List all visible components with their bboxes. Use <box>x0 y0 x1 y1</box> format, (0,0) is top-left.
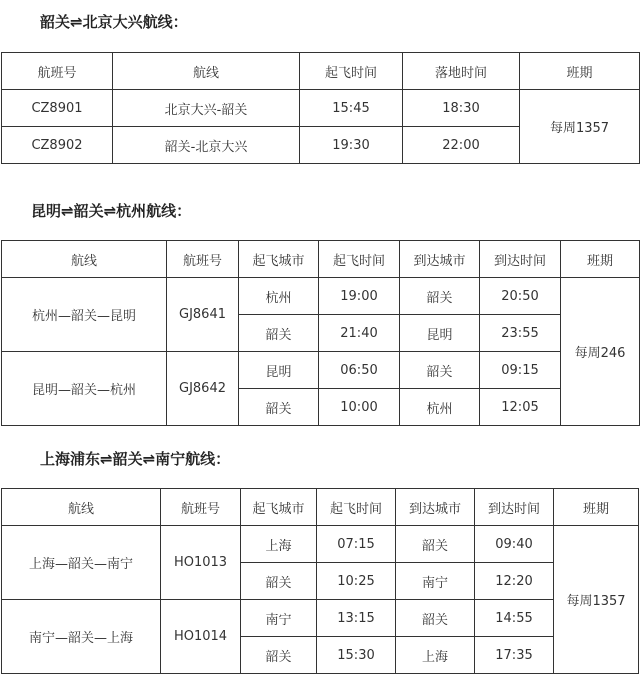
depart-city: 南宁 <box>241 600 317 637</box>
arrive-time: 09:15 <box>480 352 561 389</box>
header-arrive-time: 落地时间 <box>403 53 520 90</box>
header-depart-time: 起飞时间 <box>319 241 400 278</box>
depart-city: 韶关 <box>241 563 317 600</box>
flight-number: GJ8641 <box>167 278 239 352</box>
depart-time: 19:30 <box>300 127 403 164</box>
route-name: 上海—韶关—南宁 <box>2 526 161 600</box>
header-depart-time: 起飞时间 <box>300 53 403 90</box>
flight-number: GJ8642 <box>167 352 239 426</box>
flight-number: CZ8902 <box>2 127 113 164</box>
schedule: 每周246 <box>561 278 640 426</box>
route2-title: 昆明⇌韶关⇌杭州航线： <box>31 202 192 220</box>
arrive-time: 12:20 <box>475 563 554 600</box>
arrive-city: 韶关 <box>400 352 480 389</box>
header-route: 航线 <box>2 241 167 278</box>
header-arrive-city: 到达城市 <box>396 489 475 526</box>
table-row <box>2 352 640 389</box>
route-name: 南宁—韶关—上海 <box>2 600 161 674</box>
route1-table <box>1 52 640 164</box>
arrive-time: 22:00 <box>403 127 520 164</box>
flight-number: HO1013 <box>161 526 241 600</box>
header-depart-city: 起飞城市 <box>241 489 317 526</box>
table-header-row <box>2 489 639 526</box>
header-depart-city: 起飞城市 <box>239 241 319 278</box>
header-arrive-city: 到达城市 <box>400 241 480 278</box>
arrive-time: 20:50 <box>480 278 561 315</box>
depart-city: 上海 <box>241 526 317 563</box>
table-header-row <box>2 241 640 278</box>
depart-time: 13:15 <box>317 600 396 637</box>
header-arrive-time: 到达时间 <box>475 489 554 526</box>
flight-number: CZ8901 <box>2 90 113 127</box>
flight-number: HO1014 <box>161 600 241 674</box>
depart-time: 07:15 <box>317 526 396 563</box>
arrive-city: 韶关 <box>396 600 475 637</box>
header-route: 航线 <box>113 53 300 90</box>
depart-time: 19:00 <box>319 278 400 315</box>
route2-table <box>1 240 640 426</box>
route-name: 昆明—韶关—杭州 <box>2 352 167 426</box>
depart-city: 杭州 <box>239 278 319 315</box>
header-flight: 航班号 <box>161 489 241 526</box>
depart-time: 15:45 <box>300 90 403 127</box>
depart-city: 韶关 <box>239 389 319 426</box>
arrive-time: 18:30 <box>403 90 520 127</box>
header-flight: 航班号 <box>2 53 113 90</box>
route-name: 杭州—韶关—昆明 <box>2 278 167 352</box>
arrive-city: 杭州 <box>400 389 480 426</box>
table-header-row <box>2 53 640 90</box>
arrive-city: 韶关 <box>396 526 475 563</box>
arrive-time: 14:55 <box>475 600 554 637</box>
route3-title: 上海浦东⇌韶关⇌南宁航线： <box>40 450 231 468</box>
depart-city: 韶关 <box>239 315 319 352</box>
header-route: 航线 <box>2 489 161 526</box>
depart-time: 15:30 <box>317 637 396 674</box>
depart-time: 06:50 <box>319 352 400 389</box>
header-flight: 航班号 <box>167 241 239 278</box>
schedule: 每周1357 <box>520 90 640 164</box>
arrive-city: 韶关 <box>400 278 480 315</box>
table-row <box>2 90 640 127</box>
table-row <box>2 526 639 563</box>
route3-table <box>1 488 639 674</box>
header-schedule: 班期 <box>561 241 640 278</box>
schedule: 每周1357 <box>554 526 639 674</box>
route1-title: 韶关⇌北京大兴航线： <box>40 13 188 31</box>
route-name: 北京大兴-韶关 <box>113 90 300 127</box>
arrive-time: 23:55 <box>480 315 561 352</box>
depart-time: 10:00 <box>319 389 400 426</box>
arrive-city: 昆明 <box>400 315 480 352</box>
arrive-time: 09:40 <box>475 526 554 563</box>
arrive-time: 17:35 <box>475 637 554 674</box>
header-arrive-time: 到达时间 <box>480 241 561 278</box>
depart-time: 21:40 <box>319 315 400 352</box>
depart-city: 昆明 <box>239 352 319 389</box>
route-name: 韶关-北京大兴 <box>113 127 300 164</box>
depart-city: 韶关 <box>241 637 317 674</box>
arrive-city: 南宁 <box>396 563 475 600</box>
arrive-city: 上海 <box>396 637 475 674</box>
header-schedule: 班期 <box>520 53 640 90</box>
table-row <box>2 600 639 637</box>
arrive-time: 12:05 <box>480 389 561 426</box>
depart-time: 10:25 <box>317 563 396 600</box>
table-row <box>2 278 640 315</box>
header-schedule: 班期 <box>554 489 639 526</box>
header-depart-time: 起飞时间 <box>317 489 396 526</box>
